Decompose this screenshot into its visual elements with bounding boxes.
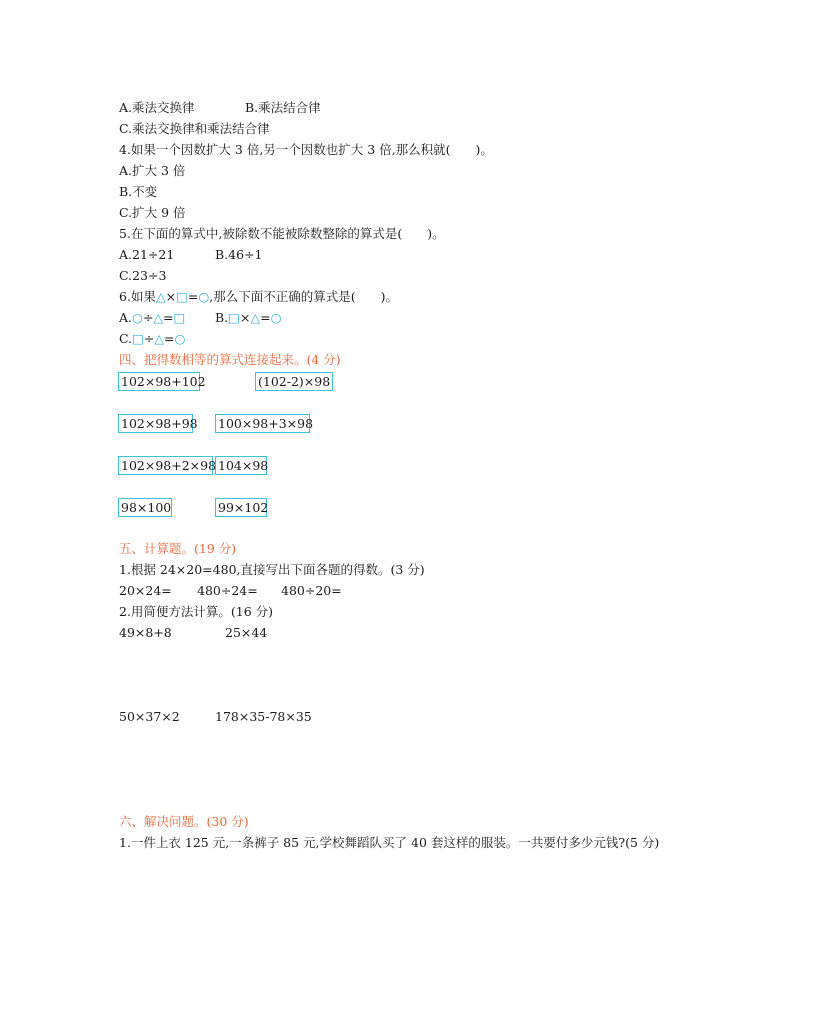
divide-sign: ÷: [143, 331, 155, 346]
left-expression-box[interactable]: 102×98+98: [118, 414, 193, 433]
s5-q1-item: 480÷20=: [281, 583, 342, 598]
equals-sign: =: [164, 331, 175, 346]
q5-stem: 5.在下面的算式中,被除数不能被除数整除的算式是( )。: [119, 226, 445, 241]
q5-option-b: B.46÷1: [215, 247, 263, 262]
times-sign: ×: [165, 289, 177, 304]
square-symbol: □: [132, 331, 144, 346]
s5-q2-problem: 178×35-78×35: [215, 709, 312, 724]
option-label: A.: [119, 310, 133, 325]
s5-q1-item: 20×24=: [119, 583, 172, 598]
s5-q2-problem: 49×8+8: [119, 625, 172, 640]
s5-q2-problem: 25×44: [225, 625, 268, 640]
triangle-symbol: △: [154, 331, 165, 346]
section4-title: 四、把得数相等的算式连接起来。(4 分): [119, 352, 341, 367]
left-expression-box[interactable]: 102×98+2×98: [118, 456, 213, 475]
square-symbol: □: [176, 289, 188, 304]
q4-option-b: B.不变: [119, 184, 158, 199]
s6-q1: 1.一件上衣 125 元,一条裤子 85 元,学校舞蹈队买了 40 套这样的服装。一共要付多少元钱?(5 分): [119, 835, 660, 850]
option-label: C.: [119, 331, 133, 346]
q6-stem-suffix: ,那么下面不正确的算式是( )。: [209, 289, 398, 304]
q6-option-a: [119, 310, 185, 326]
triangle-symbol: △: [250, 310, 261, 325]
section6-title: 六、解决问题。(30 分): [119, 814, 249, 829]
q3-option-b: B.乘法结合律: [245, 100, 321, 115]
q6-stem: [119, 289, 398, 305]
triangle-symbol: △: [155, 289, 166, 304]
right-expression-box[interactable]: 104×98: [215, 456, 267, 475]
q5-option-a: A.21÷21: [119, 247, 175, 262]
q6-option-b: [215, 310, 282, 326]
right-expression-box[interactable]: 100×98+3×98: [215, 414, 310, 433]
q4-stem: 4.如果一个因数扩大 3 倍,另一个因数也扩大 3 倍,那么积就( )。: [119, 142, 493, 157]
divide-sign: ÷: [142, 310, 154, 325]
q4-option-c: C.扩大 9 倍: [119, 205, 186, 220]
equals-sign: =: [260, 310, 271, 325]
circle-symbol: ○: [198, 289, 210, 304]
q3-option-c: C.乘法交换律和乘法结合律: [119, 121, 270, 136]
q6-stem-prefix: 6.如果: [119, 289, 156, 304]
equals-sign: =: [187, 289, 199, 304]
s5-q2-problem: 50×37×2: [119, 709, 180, 724]
left-expression-box[interactable]: 98×100: [118, 498, 172, 517]
right-expression-box[interactable]: (102-2)×98: [255, 372, 333, 391]
times-sign: ×: [239, 310, 251, 325]
s5-q2-stem: 2.用简便方法计算。(16 分): [119, 604, 274, 619]
circle-symbol: ○: [270, 310, 282, 325]
q3-option-a: A.乘法交换律: [119, 100, 195, 115]
q4-option-a: A.扩大 3 倍: [119, 163, 186, 178]
q6-option-c: [119, 331, 185, 347]
square-symbol: □: [173, 310, 186, 325]
section5-title: 五、计算题。(19 分): [119, 541, 237, 556]
circle-symbol: ○: [174, 331, 186, 346]
option-label: B.: [215, 310, 229, 325]
left-expression-box[interactable]: 102×98+102: [118, 372, 200, 391]
circle-symbol: ○: [132, 310, 143, 325]
square-symbol: □: [228, 310, 240, 325]
right-expression-box[interactable]: 99×102: [215, 498, 267, 517]
s5-q1-item: 480÷24=: [197, 583, 258, 598]
s5-q1-stem: 1.根据 24×20=480,直接写出下面各题的得数。(3 分): [119, 562, 425, 577]
equals-sign: =: [163, 310, 174, 325]
q5-option-c: C.23÷3: [119, 268, 167, 283]
triangle-symbol: △: [153, 310, 164, 325]
